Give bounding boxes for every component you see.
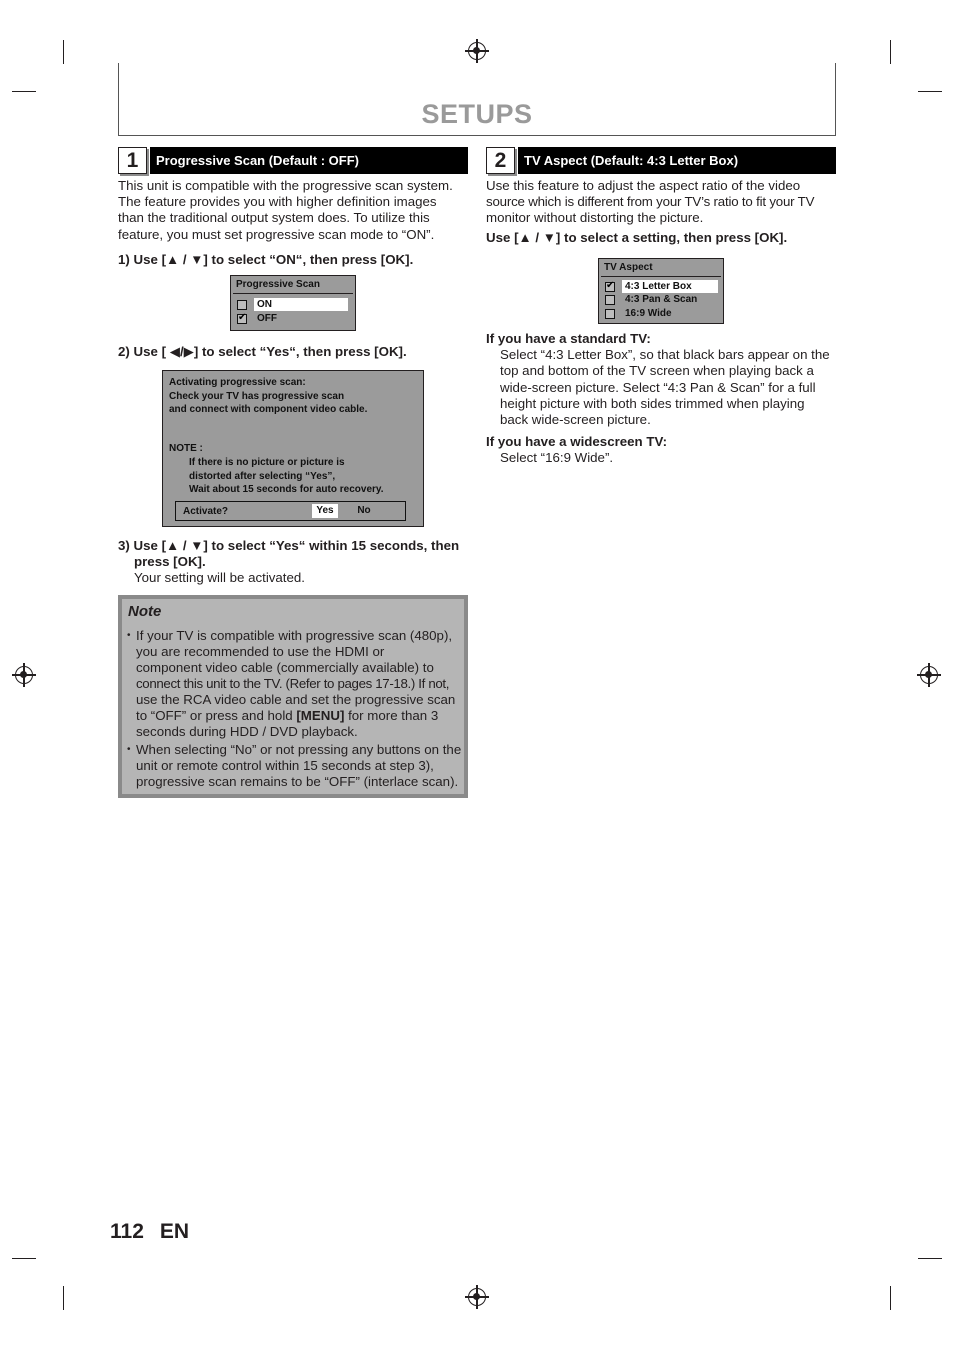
text-line: connect this unit to the TV. (Refer to pages 17-18.) If not, bbox=[136, 676, 450, 691]
text-span: for more than 3 bbox=[344, 708, 439, 723]
section-2-intro bbox=[486, 178, 838, 227]
note-item-2 bbox=[136, 742, 462, 790]
osd-option-letter-box[interactable] bbox=[605, 280, 718, 293]
text-line: • If your TV is compatible with progressive scan (480p), bbox=[136, 628, 453, 643]
registration-mark-icon bbox=[920, 666, 938, 684]
text-line: Select “4:3 Letter Box”, so that black bars appear on the bbox=[500, 347, 830, 363]
step-number-1: 1 bbox=[118, 147, 147, 174]
checkbox-icon bbox=[605, 309, 615, 319]
step-2-instruction: 2) Use [ ◀/▶] to select “Yes“, then press [OK]. bbox=[118, 344, 407, 359]
text-line: height picture with both sides trimmed when playing bbox=[500, 395, 805, 411]
yes-button[interactable]: Yes bbox=[312, 504, 338, 518]
crop-mark bbox=[12, 1258, 36, 1259]
section-1-title: Progressive Scan (Default : OFF) bbox=[150, 147, 468, 174]
text-line: Use this feature to adjust the aspect ratio of the video bbox=[486, 178, 801, 193]
osd-text: If there is no picture or picture is bbox=[189, 457, 345, 468]
standard-tv-text bbox=[486, 347, 838, 428]
section-2-instruction: Use [▲ / ▼] to select a setting, then press [OK]. bbox=[486, 230, 788, 245]
osd-message bbox=[169, 376, 367, 417]
activate-prompt-row bbox=[175, 501, 406, 521]
crop-mark bbox=[918, 1258, 942, 1259]
text-line: monitor without distorting the picture. bbox=[486, 210, 704, 226]
osd-text: distorted after selecting “Yes”, bbox=[189, 470, 336, 482]
checkbox-icon bbox=[605, 295, 615, 305]
text-line: use the RCA video cable and set the progressive scan bbox=[136, 692, 456, 707]
option-label: ON bbox=[254, 298, 348, 311]
page-number-value: 112 bbox=[110, 1220, 144, 1243]
registration-mark-icon bbox=[15, 666, 33, 684]
step-1-instruction: 1) Use [▲ / ▼] to select “ON“, then press [OK]. bbox=[118, 252, 414, 267]
text-line: source which is different from your TV’s ratio to fit your TV bbox=[486, 194, 815, 210]
step-3-result: Your setting will be activated. bbox=[134, 570, 305, 586]
osd-divider bbox=[233, 293, 353, 294]
text-line: than the traditional output system does. To utilize this bbox=[118, 210, 430, 226]
option-label: OFF bbox=[257, 313, 277, 324]
page-title: SETUPS bbox=[421, 99, 533, 129]
osd-option-pan-scan[interactable] bbox=[605, 293, 697, 306]
osd-text: Wait about 15 seconds for auto recovery. bbox=[189, 484, 384, 495]
activate-progressive-osd bbox=[162, 370, 424, 527]
crop-mark bbox=[890, 1286, 891, 1310]
no-button[interactable]: No bbox=[357, 505, 371, 516]
checkbox-icon bbox=[237, 300, 247, 310]
widescreen-tv-text: Select “16:9 Wide”. bbox=[500, 450, 614, 466]
step-3-instruction: 3) Use [▲ / ▼] to select “Yes“ within 15 seconds, then bbox=[118, 538, 460, 553]
text-line: unit or remote control within 15 seconds at step 3), bbox=[136, 758, 434, 773]
option-label: 4:3 Letter Box bbox=[622, 280, 718, 293]
registration-mark-icon bbox=[468, 1288, 486, 1306]
crop-mark bbox=[63, 1286, 64, 1310]
registration-mark-icon bbox=[468, 42, 486, 60]
option-label: 16:9 Wide bbox=[625, 308, 672, 319]
text-line: feature, you must set progressive scan mode to “ON”. bbox=[118, 226, 435, 242]
text-line: back wide-screen picture. bbox=[500, 412, 651, 428]
section-1-intro bbox=[118, 178, 468, 243]
text-line: • When selecting “No” or not pressing any buttons on the bbox=[136, 742, 462, 757]
activate-prompt: Activate? bbox=[183, 506, 229, 517]
osd-option-off[interactable] bbox=[237, 312, 277, 325]
note-item-1 bbox=[136, 628, 462, 740]
step-number-2: 2 bbox=[486, 147, 515, 174]
step-3-instruction-cont: press [OK]. bbox=[134, 554, 206, 570]
menu-key-label: [MENU] bbox=[296, 708, 345, 723]
language-label: EN bbox=[159, 1220, 190, 1243]
text-line: The feature provides you with higher definition images bbox=[118, 194, 437, 210]
osd-title: Progressive Scan bbox=[236, 279, 320, 290]
crop-mark bbox=[890, 40, 891, 64]
widescreen-tv-block bbox=[486, 434, 836, 466]
checked-checkbox-icon bbox=[605, 282, 615, 292]
option-label: 4:3 Pan & Scan bbox=[625, 294, 698, 305]
tv-aspect-osd bbox=[598, 258, 724, 324]
osd-option-on[interactable] bbox=[237, 298, 348, 311]
text-line: This unit is compatible with the progressive scan system. bbox=[118, 178, 453, 193]
text-span: to “OFF” or press and hold bbox=[136, 708, 297, 723]
progressive-scan-osd bbox=[230, 275, 356, 331]
checked-checkbox-icon bbox=[237, 314, 247, 324]
note-title: Note bbox=[128, 603, 162, 620]
widescreen-tv-heading: If you have a widescreen TV: bbox=[486, 434, 668, 449]
osd-text: Activating progressive scan: bbox=[169, 377, 306, 388]
text-line: seconds during HDD / DVD playback. bbox=[136, 724, 358, 739]
standard-tv-block bbox=[486, 331, 838, 428]
osd-note bbox=[189, 456, 384, 497]
header-frame bbox=[118, 63, 836, 136]
osd-divider bbox=[601, 276, 721, 277]
section-2-title: TV Aspect (Default: 4:3 Letter Box) bbox=[518, 147, 836, 174]
note-box bbox=[118, 595, 468, 798]
standard-tv-heading: If you have a standard TV: bbox=[486, 331, 651, 346]
text-line: component video cable (commercially available) to bbox=[136, 660, 434, 675]
section-1-header bbox=[118, 147, 468, 174]
text-line: wide-screen picture. Select “4:3 Pan & Scan” for a full bbox=[500, 379, 816, 395]
crop-mark bbox=[918, 91, 942, 92]
osd-text: and connect with component video cable. bbox=[169, 404, 368, 415]
crop-mark bbox=[12, 91, 36, 92]
step-3-block bbox=[118, 538, 468, 587]
text-line bbox=[136, 708, 462, 724]
osd-text: Check your TV has progressive scan bbox=[169, 390, 345, 402]
text-line: top and bottom of the TV screen when playing back a bbox=[500, 363, 814, 379]
text-line: you are recommended to use the HDMI or bbox=[136, 644, 385, 659]
osd-option-wide[interactable] bbox=[605, 307, 672, 320]
osd-title: TV Aspect bbox=[604, 262, 653, 273]
text-line: progressive scan remains to be “OFF” (interlace scan). bbox=[136, 774, 459, 789]
crop-mark bbox=[63, 40, 64, 64]
page-number bbox=[110, 1220, 189, 1244]
section-2-header bbox=[486, 147, 836, 174]
osd-note-label: NOTE : bbox=[169, 443, 203, 454]
